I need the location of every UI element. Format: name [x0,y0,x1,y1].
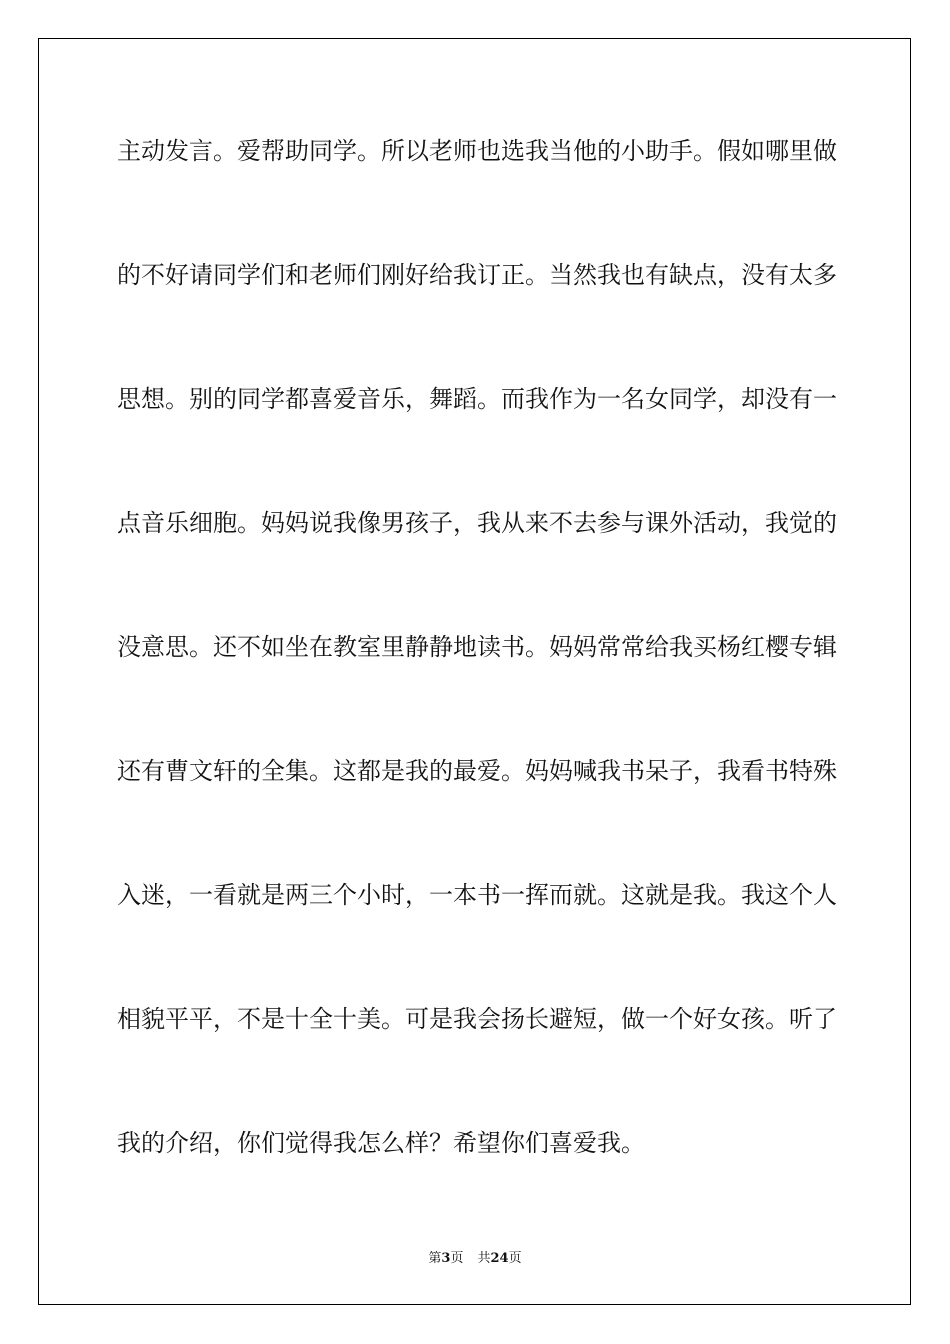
total-pages-prefix: 共 [477,1251,491,1266]
page-number-prefix: 第 [428,1251,442,1266]
page-number-suffix: 页 [450,1251,464,1266]
body-text-line-3: 思想。别的同学都喜爱音乐，舞蹈。而我作为一名女同学，却没有一 [117,385,837,413]
body-text-line-4: 点音乐细胞。妈妈说我像男孩子，我从来不去参与课外活动，我觉的 [117,509,837,537]
body-text-line-7: 入迷，一看就是两三个小时，一本书一挥而就。这就是我。我这个人 [117,881,837,909]
body-text-line-8: 相貌平平，不是十全十美。可是我会扬长避短，做一个好女孩。听了 [117,1005,837,1033]
total-pages-suffix: 页 [508,1251,522,1266]
total-pages: 24 [490,1251,509,1266]
body-text-line-6: 还有曹文轩的全集。这都是我的最爱。妈妈喊我书呆子，我看书特殊 [117,757,837,785]
page-number: 3 [441,1251,451,1266]
page-footer [0,1247,950,1266]
body-text-line-1: 主动发言。爱帮助同学。所以老师也选我当他的小助手。假如哪里做 [117,137,837,165]
body-text-line-2: 的不好请同学们和老师们刚好给我订正。当然我也有缺点，没有太多 [117,261,837,289]
body-text-line-9: 我的介绍，你们觉得我怎么样？希望你们喜爱我。 [117,1129,645,1157]
body-text-line-5: 没意思。还不如坐在教室里静静地读书。妈妈常常给我买杨红樱专辑 [117,633,837,661]
page-border [38,38,911,1305]
